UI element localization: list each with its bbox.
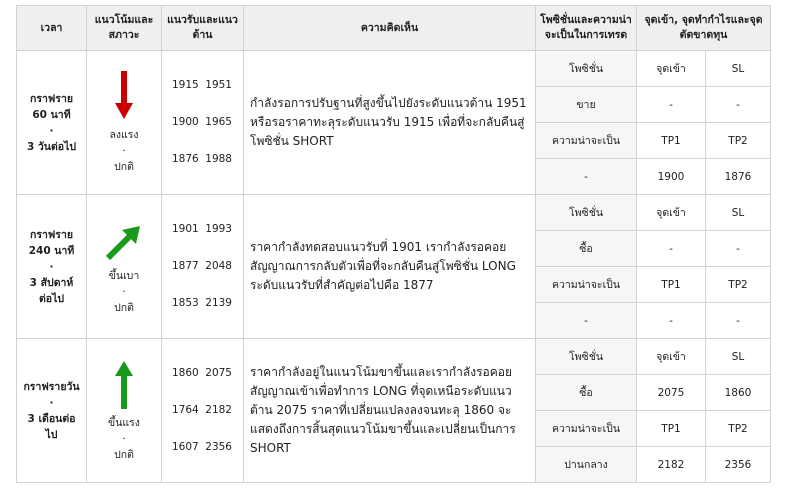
support-level: 1764 (172, 404, 199, 416)
header-levels: แนวรับและแนวต้าน (162, 6, 244, 51)
timeframe-label: กราฟราย (29, 92, 73, 105)
support-level: 1853 (172, 297, 199, 309)
trend-label: ลงแรง (109, 128, 139, 141)
level-pair (162, 355, 243, 392)
probability-value: - (536, 159, 637, 195)
timeframe-cell (17, 195, 87, 339)
support-level: 1877 (172, 260, 199, 272)
tp2-label: TP2 (706, 267, 771, 303)
separator-dot: · (49, 396, 54, 409)
tp2-value: 2356 (706, 447, 771, 483)
timeframe-horizon: 3 เดือนต่อ (27, 412, 76, 425)
table-row (17, 195, 771, 231)
arrow-up-icon (114, 359, 134, 409)
sl-value: 1860 (706, 375, 771, 411)
tp2-label: TP2 (706, 411, 771, 447)
support-level: 1901 (172, 223, 199, 235)
separator-dot: · (122, 285, 126, 298)
probability-label: ความน่าจะเป็น (536, 411, 637, 447)
trend-cell (87, 51, 162, 195)
arrow-down-icon (114, 71, 134, 121)
header-trend: แนวโน้มและสภาวะ (87, 6, 162, 51)
position-value: ซื้อ (536, 231, 637, 267)
position-label: โพซิชั่น (536, 339, 637, 375)
resistance-level: 2182 (205, 404, 232, 416)
opinion-cell: กำลังรอการปรับฐานที่สูงขึ้นไปยังระดับแนวต้าน 1951 หรือรอราคาทะลุระดับแนวรับ 1915 เพื่อที่จะกลับคืนสู่โพซิชั่น SHORT (244, 51, 536, 195)
level-pair (162, 141, 243, 178)
position-label: โพซิชั่น (536, 195, 637, 231)
arrow-up-right-icon (104, 218, 144, 262)
timeframe-cell (17, 51, 87, 195)
timeframe-label: กราฟราย (29, 228, 73, 241)
position-label: โพซิชั่น (536, 51, 637, 87)
probability-value: - (536, 303, 637, 339)
timeframe-label: 60 นาที (32, 108, 71, 121)
probability-label: ความน่าจะเป็น (536, 123, 637, 159)
entry-label: จุดเข้า (637, 339, 706, 375)
resistance-level: 1993 (205, 223, 232, 235)
support-level: 1876 (172, 153, 199, 165)
trend-cell (87, 195, 162, 339)
timeframe-cell (17, 339, 87, 483)
condition-label: ปกติ (114, 160, 134, 173)
entry-value: - (637, 87, 706, 123)
tp1-value: 2182 (637, 447, 706, 483)
resistance-level: 2356 (205, 441, 232, 453)
tp2-label: TP2 (706, 123, 771, 159)
sl-label: SL (706, 339, 771, 375)
sl-value: - (706, 87, 771, 123)
resistance-level: 1988 (205, 153, 232, 165)
sl-value: - (706, 231, 771, 267)
tp2-value: - (706, 303, 771, 339)
resistance-level: 2139 (205, 297, 232, 309)
condition-label: ปกติ (114, 301, 134, 314)
timeframe-horizon: 3 สัปดาห์ (29, 276, 74, 289)
table-row (17, 339, 771, 375)
level-pair (162, 429, 243, 466)
level-pair (162, 248, 243, 285)
resistance-level: 2075 (205, 367, 232, 379)
level-pair (162, 67, 243, 104)
trend-cell (87, 339, 162, 483)
header-row (17, 6, 771, 51)
separator-dot: · (122, 144, 126, 157)
tp1-label: TP1 (637, 267, 706, 303)
table-row (17, 51, 771, 87)
timeframe-label: 240 นาที (28, 244, 75, 257)
support-level: 1900 (172, 116, 199, 128)
separator-dot: · (49, 124, 54, 137)
timeframe-label: กราฟรายวัน (23, 380, 80, 393)
tp1-label: TP1 (637, 411, 706, 447)
timeframe-horizon: 3 วันต่อไป (26, 140, 77, 153)
level-pair (162, 285, 243, 322)
sl-label: SL (706, 51, 771, 87)
level-pair (162, 392, 243, 429)
position-value: ซื้อ (536, 375, 637, 411)
tp1-value: - (637, 303, 706, 339)
header-position: โพซิชั่นและความน่าจะเป็นในการเทรด (536, 6, 637, 51)
entry-label: จุดเข้า (637, 195, 706, 231)
probability-value: ปานกลาง (536, 447, 637, 483)
trend-label: ขึ้นแรง (108, 416, 140, 429)
condition-label: ปกติ (114, 448, 134, 461)
separator-dot: · (49, 260, 54, 273)
separator-dot: · (122, 432, 126, 445)
opinion-cell: ราคากำลังอยู่ในแนวโน้มขาขึ้นและเรากำลังรอคอยสัญญาณเข้าเพื่อทำการ LONG ที่จุดเหนือระดับแนวต้าน 2075 ราคาที่เปลี่ยนแปลงลงจนทะลุ 1860 จะแสดงถึงการสิ้นสุดแนวโน้มขาขึ้นและเปลี่ยนเป็นการ SHORT (244, 339, 536, 483)
entry-label: จุดเข้า (637, 51, 706, 87)
support-level: 1860 (172, 367, 199, 379)
timeframe-horizon: ต่อไป (38, 292, 65, 305)
resistance-level: 1951 (205, 79, 232, 91)
header-entry: จุดเข้า, จุดทำกำไรและจุดตัดขาดทุน (637, 6, 771, 51)
levels-cell (162, 195, 244, 339)
entry-value: - (637, 231, 706, 267)
timeframe-horizon: ไป (45, 428, 58, 441)
probability-label: ความน่าจะเป็น (536, 267, 637, 303)
entry-value: 2075 (637, 375, 706, 411)
levels-cell (162, 51, 244, 195)
support-level: 1915 (172, 79, 199, 91)
tp2-value: 1876 (706, 159, 771, 195)
resistance-level: 1965 (205, 116, 232, 128)
tp1-label: TP1 (637, 123, 706, 159)
header-opinion: ความคิดเห็น (244, 6, 536, 51)
opinion-cell: ราคากำลังทดสอบแนวรับที่ 1901 เรากำลังรอคอยสัญญาณการกลับตัวเพื่อที่จะกลับคืนสู่โพซิชั่น LONG ระดับแนวรับที่สำคัญต่อไปคือ 1877 (244, 195, 536, 339)
sl-label: SL (706, 195, 771, 231)
level-pair (162, 104, 243, 141)
tp1-value: 1900 (637, 159, 706, 195)
support-level: 1607 (172, 441, 199, 453)
levels-cell (162, 339, 244, 483)
header-time: เวลา (17, 6, 87, 51)
level-pair (162, 211, 243, 248)
trend-label: ขึ้นเบา (108, 269, 140, 282)
position-value: ขาย (536, 87, 637, 123)
resistance-level: 2048 (205, 260, 232, 272)
trading-signal-table (16, 5, 771, 483)
